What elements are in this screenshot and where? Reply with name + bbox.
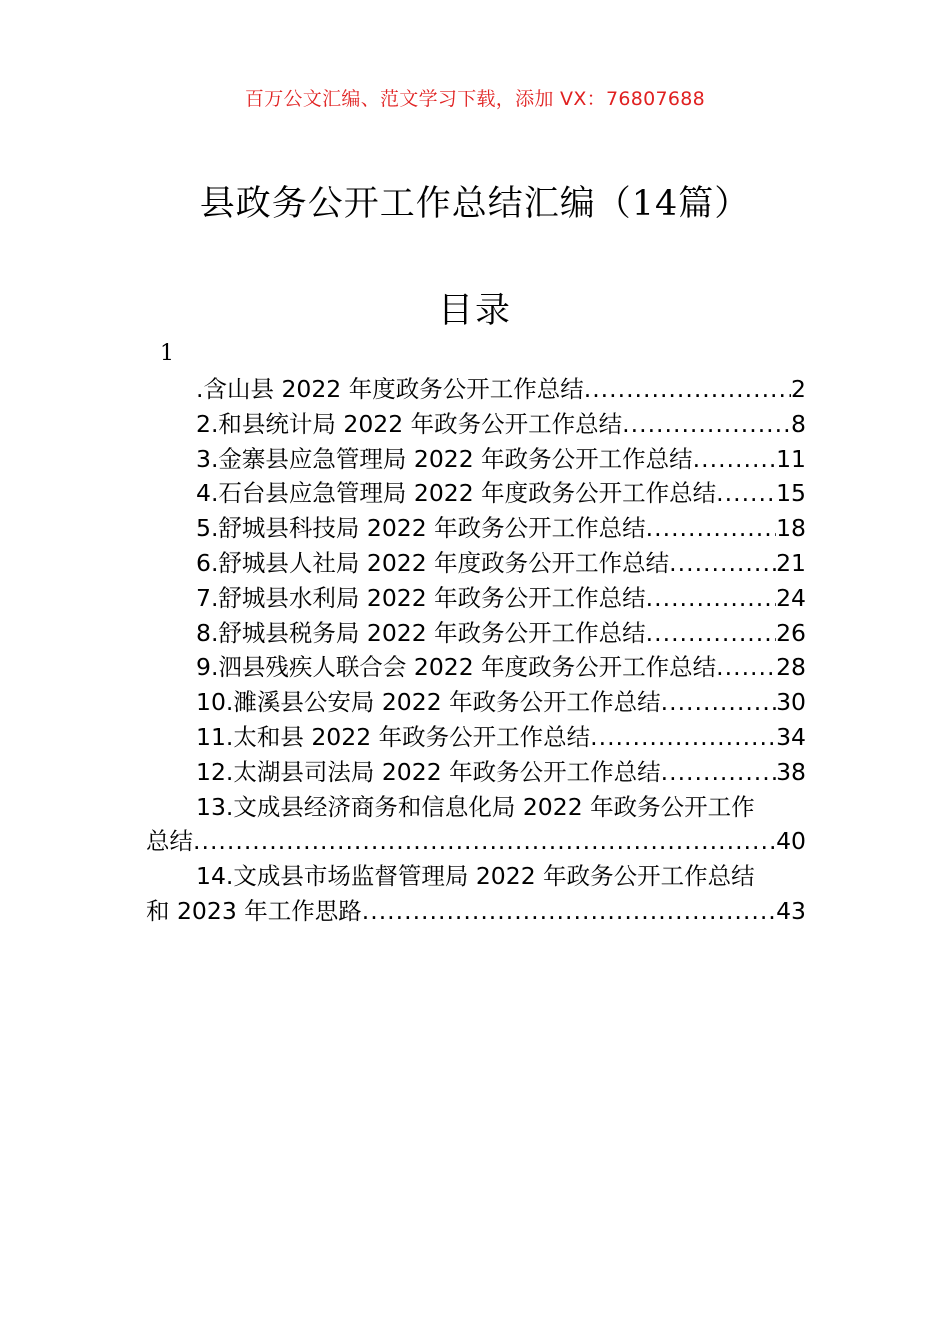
watermark-header: 百万公文汇编、范文学习下载，添加 VX：76807688 (244, 88, 706, 110)
dot-leader (590, 720, 776, 755)
toc-entry-title: 8.舒城县税务局 2022 年政务公开工作总结 (196, 618, 646, 647)
toc-entry-title-line1: 14.文成县市场监督管理局 2022 年政务公开工作总结 (196, 862, 755, 891)
document-title (0, 176, 950, 226)
toc-entry-title: 6.舒城县人社局 2022 年度政务公开工作总结 (196, 548, 670, 577)
toc-entry-page: 26 (776, 618, 806, 647)
toc-entry-wrapped[interactable] (146, 859, 806, 929)
toc-entry-page: 11 (776, 444, 806, 473)
dot-leader (622, 407, 791, 442)
toc-entry-line2 (146, 894, 806, 929)
toc-entry-title: 3.金寨县应急管理局 2022 年政务公开工作总结 (196, 444, 693, 473)
dot-leader (661, 755, 776, 790)
toc-entry-title: 10.濉溪县公安局 2022 年政务公开工作总结 (196, 688, 661, 717)
toc-entry-page: 15 (776, 479, 806, 508)
dot-leader (693, 442, 776, 477)
toc-entry[interactable] (146, 407, 806, 442)
dot-leader (362, 894, 776, 929)
toc-entry-page: 34 (776, 722, 806, 751)
toc-entry-title-line2: 和 2023 年工作思路 (146, 896, 362, 925)
toc-entry-title: 2.和县统计局 2022 年政务公开工作总结 (196, 409, 623, 438)
toc-entry-page: 30 (776, 688, 806, 717)
toc-entry[interactable] (146, 511, 806, 546)
toc-entry[interactable] (146, 720, 806, 755)
toc-entry-title-line1: 13.文成县经济商务和信息化局 2022 年政务公开工作 (196, 792, 755, 821)
toc-entry[interactable] (146, 546, 806, 581)
toc-entry-page: 2 (791, 375, 806, 403)
toc-entry-title-line2: 总结 (146, 827, 193, 856)
title-count: 14 (631, 184, 679, 224)
toc-entry-page: 21 (776, 548, 806, 577)
toc-entry[interactable] (146, 616, 806, 651)
toc-entry-title: .含山县 2022 年度政务公开工作总结 (196, 375, 584, 403)
toc-entry-title: 11.太和县 2022 年政务公开工作总结 (196, 722, 591, 751)
toc-entry-page: 43 (776, 896, 806, 925)
toc-entry-page: 38 (776, 757, 806, 786)
toc-entry[interactable] (146, 581, 806, 616)
dot-leader (193, 824, 776, 859)
toc-entry[interactable] (146, 755, 806, 790)
title-suffix: 篇） (678, 184, 751, 224)
dot-leader (646, 581, 776, 616)
dot-leader (646, 511, 776, 546)
toc-entry-wrapped[interactable] (146, 790, 806, 860)
dot-leader (669, 546, 776, 581)
dot-leader (584, 372, 791, 407)
dot-leader (646, 616, 776, 651)
toc-entry-title: 9.泗县残疾人联合会 2022 年度政务公开工作总结 (196, 653, 717, 682)
toc-entry-title: 7.舒城县水利局 2022 年政务公开工作总结 (196, 583, 646, 612)
toc-entry-title: 4.石台县应急管理局 2022 年度政务公开工作总结 (196, 479, 717, 508)
toc-entry-page: 28 (776, 653, 806, 682)
toc-entry-title: 12.太湖县司法局 2022 年政务公开工作总结 (196, 757, 661, 786)
list-marker: 1 (160, 341, 174, 366)
toc-entry[interactable] (146, 372, 806, 407)
dot-leader (716, 650, 776, 685)
toc-entry-page: 8 (791, 409, 806, 438)
toc-entry-page: 24 (776, 583, 806, 612)
dot-leader (661, 685, 776, 720)
dot-leader (716, 476, 776, 511)
toc-entry[interactable] (146, 650, 806, 685)
toc-entry[interactable] (146, 685, 806, 720)
title-prefix: 县政务公开工作总结汇编（ (199, 184, 632, 224)
toc-entry[interactable] (146, 476, 806, 511)
toc-heading: 目录 (437, 291, 512, 331)
toc-entry-line2 (146, 824, 806, 859)
table-of-contents (146, 372, 806, 929)
toc-entry-page: 40 (776, 827, 806, 856)
toc-entry-page: 18 (776, 514, 806, 543)
toc-entry[interactable] (146, 442, 806, 477)
toc-entry-title: 5.舒城县科技局 2022 年政务公开工作总结 (196, 514, 646, 543)
